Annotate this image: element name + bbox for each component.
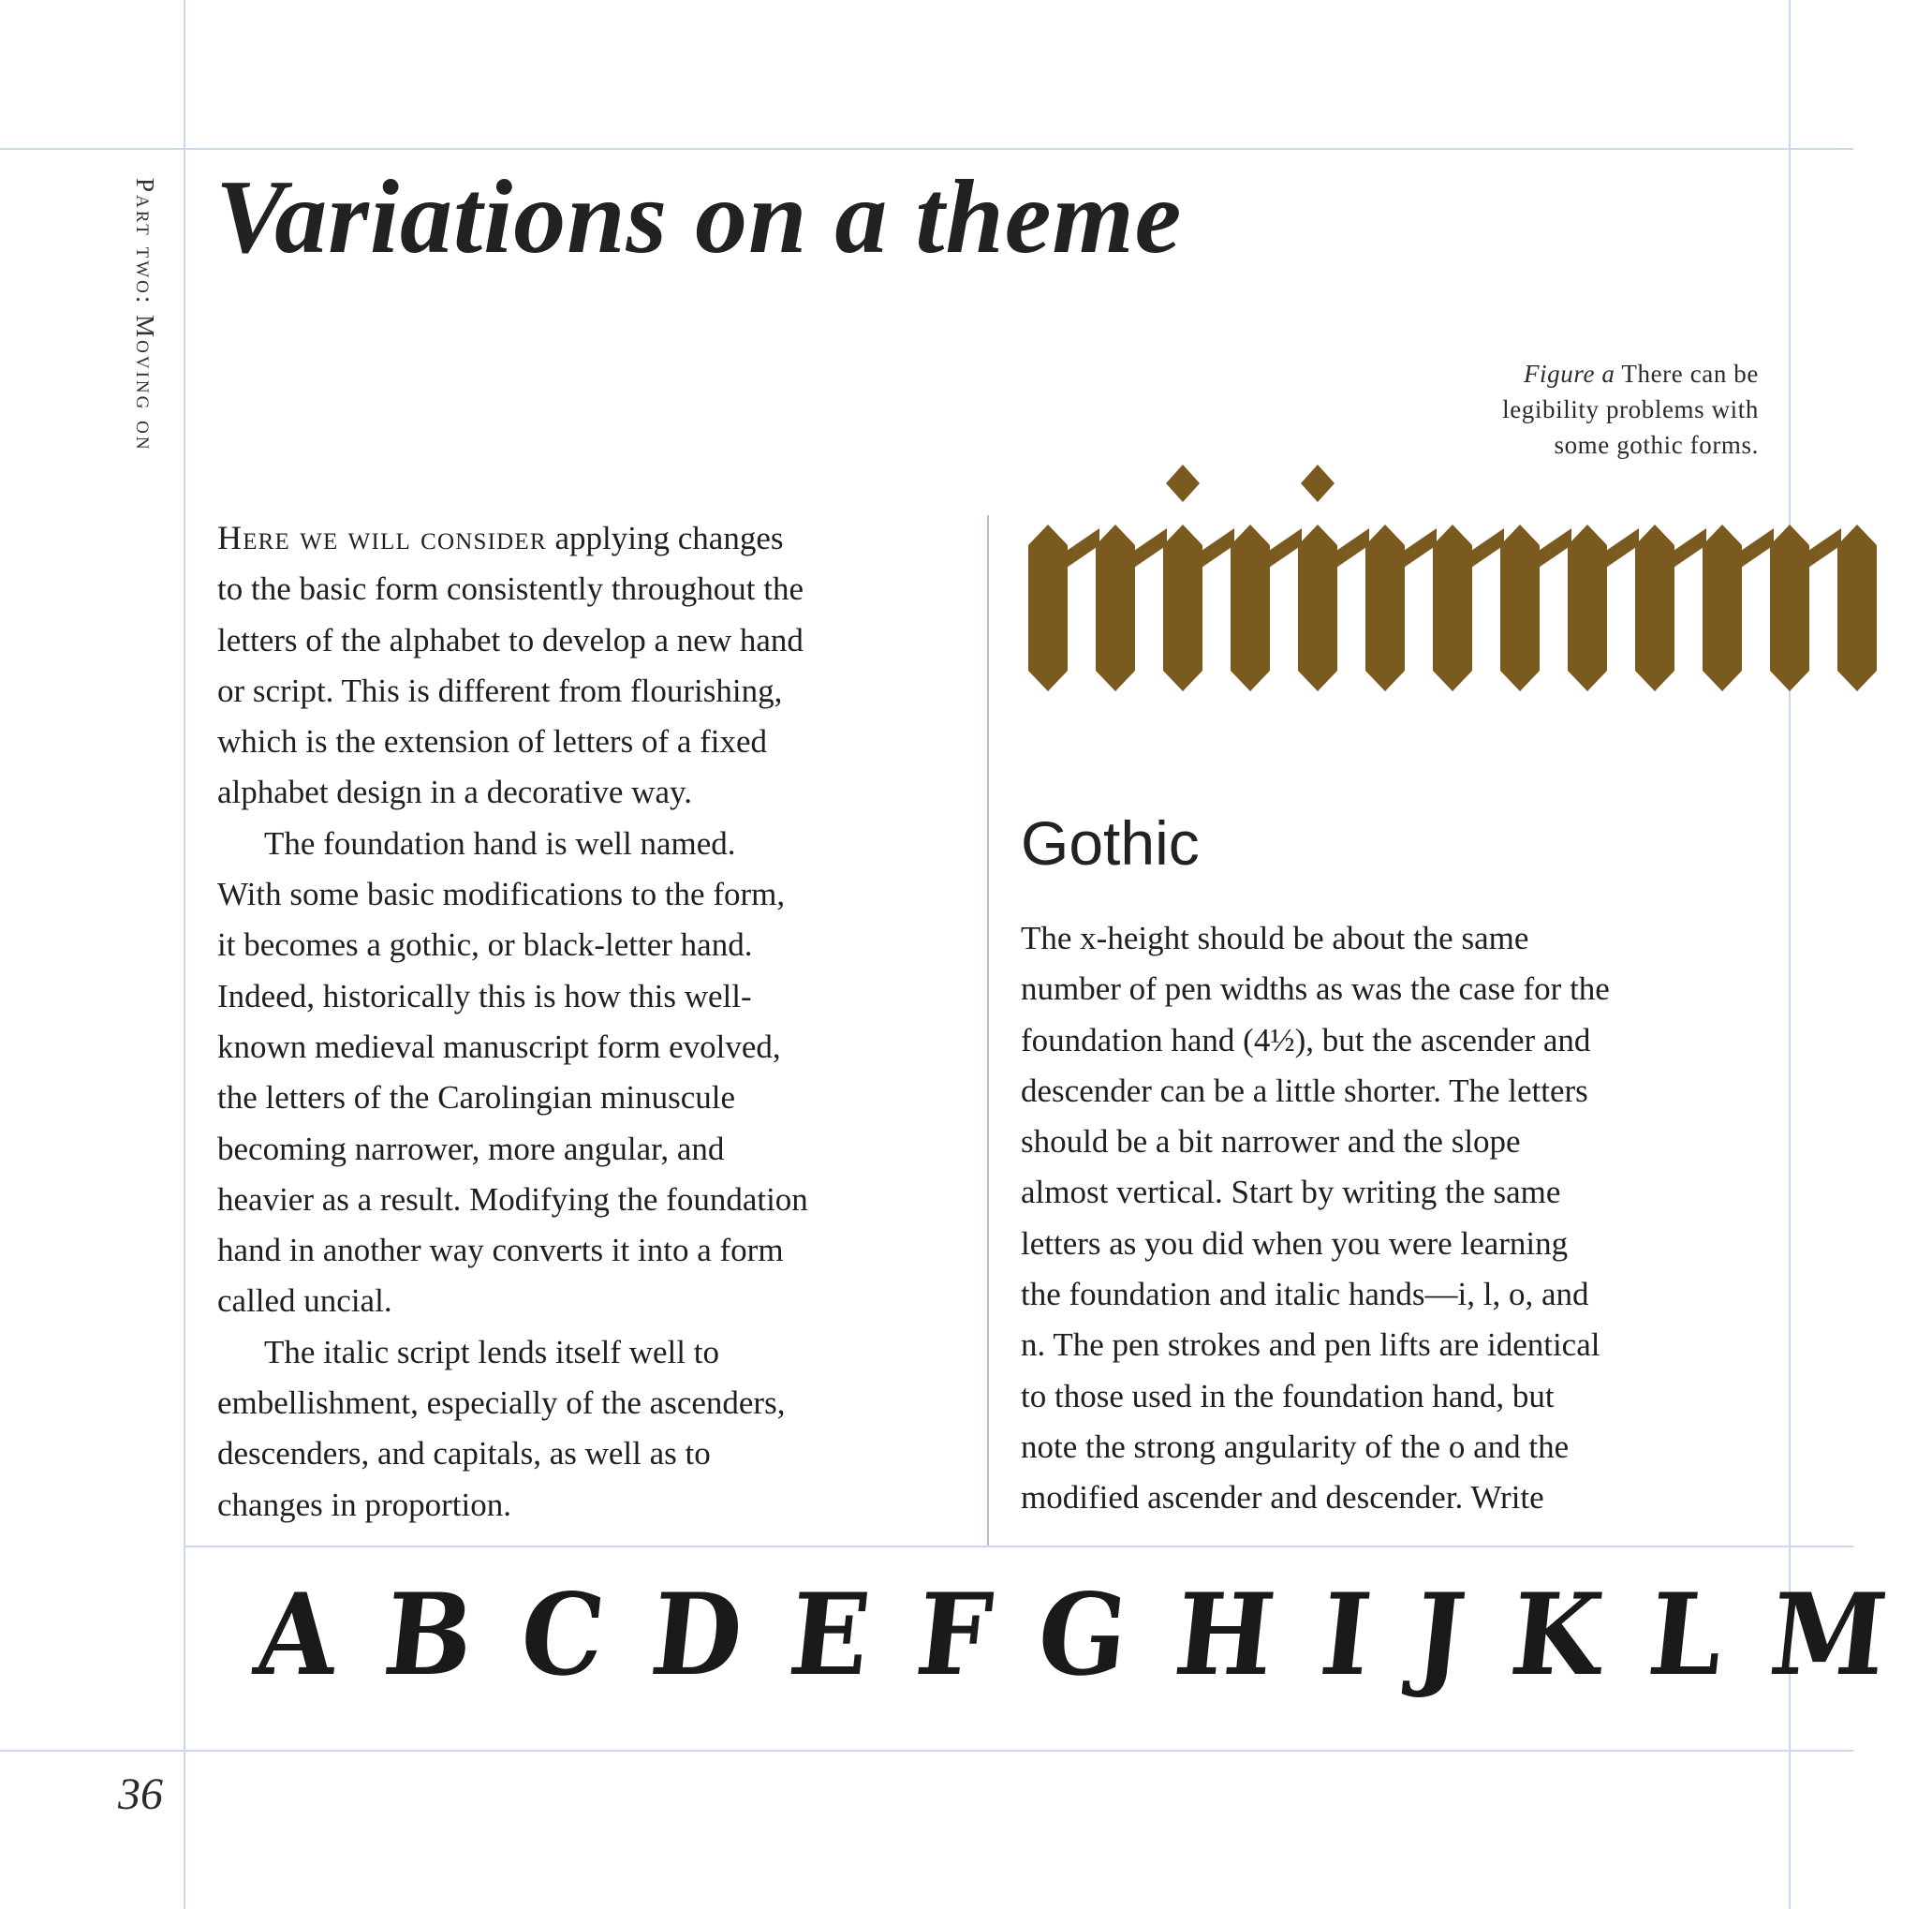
gothic-connector (1738, 528, 1774, 570)
text-line: known medieval manuscript form evolved, (217, 1028, 781, 1065)
text-line: which is the extension of letters of a fixed (217, 723, 768, 761)
page-number: 36 (118, 1769, 163, 1819)
text-line: note the strong angularity of the o and the (1021, 1428, 1570, 1465)
text-line: The foundation hand is well named. (264, 824, 736, 862)
alphabet-letter: I (1314, 1569, 1378, 1701)
alphabet-letter: K (1504, 1569, 1609, 1701)
gothic-connector (1806, 528, 1841, 570)
figure-caption (1365, 356, 1759, 463)
grid-rule-bottom (0, 1750, 1853, 1752)
lead-in: Here we will consider (217, 519, 547, 556)
grid-rule-left (184, 0, 185, 1909)
text-line: embellishment, especially of the ascenders, (217, 1384, 786, 1422)
gothic-connector (1536, 528, 1571, 570)
text-line: the letters of the Carolingian minuscule (217, 1079, 736, 1117)
alphabet-letter: E (783, 1569, 877, 1701)
text-line: descender can be a little shorter. The letters (1021, 1072, 1588, 1109)
grid-rule-top (0, 148, 1853, 150)
gothic-connector (1131, 528, 1167, 570)
alphabet-letter: L (1642, 1569, 1730, 1701)
text-line: or script. This is different from flourishing, (217, 672, 783, 709)
grid-rule-mid (184, 1546, 1853, 1547)
i-dot (1301, 465, 1335, 502)
gothic-connector (1603, 528, 1639, 570)
alphabet-letter: C (514, 1569, 611, 1701)
text-line: almost vertical. Start by writing the same (1021, 1174, 1561, 1211)
gothic-stroke (1500, 525, 1540, 691)
gothic-stroke (1837, 525, 1877, 691)
gothic-stroke (1365, 525, 1405, 691)
gothic-connector (1334, 528, 1369, 570)
gothic-stroke (1096, 525, 1135, 691)
figure-label: Figure a (1523, 360, 1615, 388)
gothic-stroke (1298, 525, 1337, 691)
text-line: n. The pen strokes and pen lifts are identical (1021, 1326, 1600, 1364)
alphabet-letter: A (249, 1569, 344, 1701)
text-line: letters as you did when you were learning (1021, 1224, 1569, 1262)
caption-line: There can be (1621, 360, 1759, 388)
text-line: Indeed, historically this is how this well- (217, 977, 752, 1014)
gothic-connector (1064, 528, 1099, 570)
text-line: Here we will consider applying changes (217, 519, 784, 556)
text-line: number of pen widths as was the case for the (1021, 970, 1610, 1008)
gothic-stroke (1028, 525, 1068, 691)
text-line: the foundation and italic hands—i, l, o, and (1021, 1276, 1589, 1313)
gothic-stroke (1703, 525, 1742, 691)
i-dot (1166, 465, 1200, 502)
gothic-stroke (1568, 525, 1607, 691)
text-line: letters of the alphabet to develop a new hand (217, 621, 804, 659)
caption-line: some gothic forms. (1554, 431, 1759, 459)
gothic-connector (1468, 528, 1504, 570)
gothic-stroke (1433, 525, 1472, 691)
gothic-stroke (1635, 525, 1674, 691)
section-heading: Gothic (1021, 808, 1200, 878)
text-line: hand in another way converts it into a form (217, 1232, 784, 1269)
gothic-connector (1199, 528, 1234, 570)
text-line: it becomes a gothic, or black-letter hand. (217, 926, 753, 964)
alphabet-letter: B (377, 1569, 479, 1701)
running-head: Part two: Moving on (131, 178, 159, 452)
right-column (1021, 913, 1770, 1524)
left-column (217, 512, 966, 1531)
gothic-connector (1401, 528, 1437, 570)
text-line: becoming narrower, more angular, and (217, 1130, 725, 1167)
caption-line: legibility problems with (1502, 395, 1759, 423)
text-line: The italic script lends itself well to (264, 1333, 719, 1370)
text-line: descenders, and capitals, as well as to (217, 1435, 711, 1472)
text-line: to the basic form consistently throughout the (217, 570, 804, 608)
gothic-connector (1266, 528, 1302, 570)
gothic-word-illustration (1021, 457, 1853, 738)
text-line: alphabet design in a decorative way. (217, 774, 692, 811)
blackletter-alphabet (249, 1561, 1894, 1710)
text-line: called uncial. (217, 1282, 392, 1320)
text-line: The x-height should be about the same (1021, 920, 1529, 956)
gothic-stroke (1770, 525, 1809, 691)
alphabet-letter: M (1764, 1569, 1894, 1701)
text-line: should be a bit narrower and the slope (1021, 1123, 1521, 1161)
alphabet-letter: G (1031, 1569, 1134, 1701)
gothic-connector (1671, 528, 1706, 570)
column-divider (987, 515, 989, 1546)
alphabet-letter: H (1169, 1569, 1281, 1701)
page-title: Variations on a theme (215, 159, 1183, 275)
text-line: to those used in the foundation hand, but (1021, 1377, 1555, 1414)
text-line: changes in proportion. (217, 1486, 511, 1523)
text-line: heavier as a result. Modifying the foundation (217, 1180, 808, 1218)
text-line: modified ascender and descender. Write (1021, 1479, 1544, 1517)
alphabet-letter: D (644, 1569, 749, 1701)
text-line: foundation hand (4½), but the ascender and (1021, 1021, 1591, 1058)
text-line: With some basic modifications to the form, (217, 876, 786, 913)
alphabet-letter: J (1408, 1569, 1471, 1701)
gothic-stroke (1163, 525, 1202, 691)
gothic-stroke (1231, 525, 1270, 691)
gothic-word-sample (1021, 457, 1853, 738)
alphabet-letter: F (909, 1569, 997, 1701)
